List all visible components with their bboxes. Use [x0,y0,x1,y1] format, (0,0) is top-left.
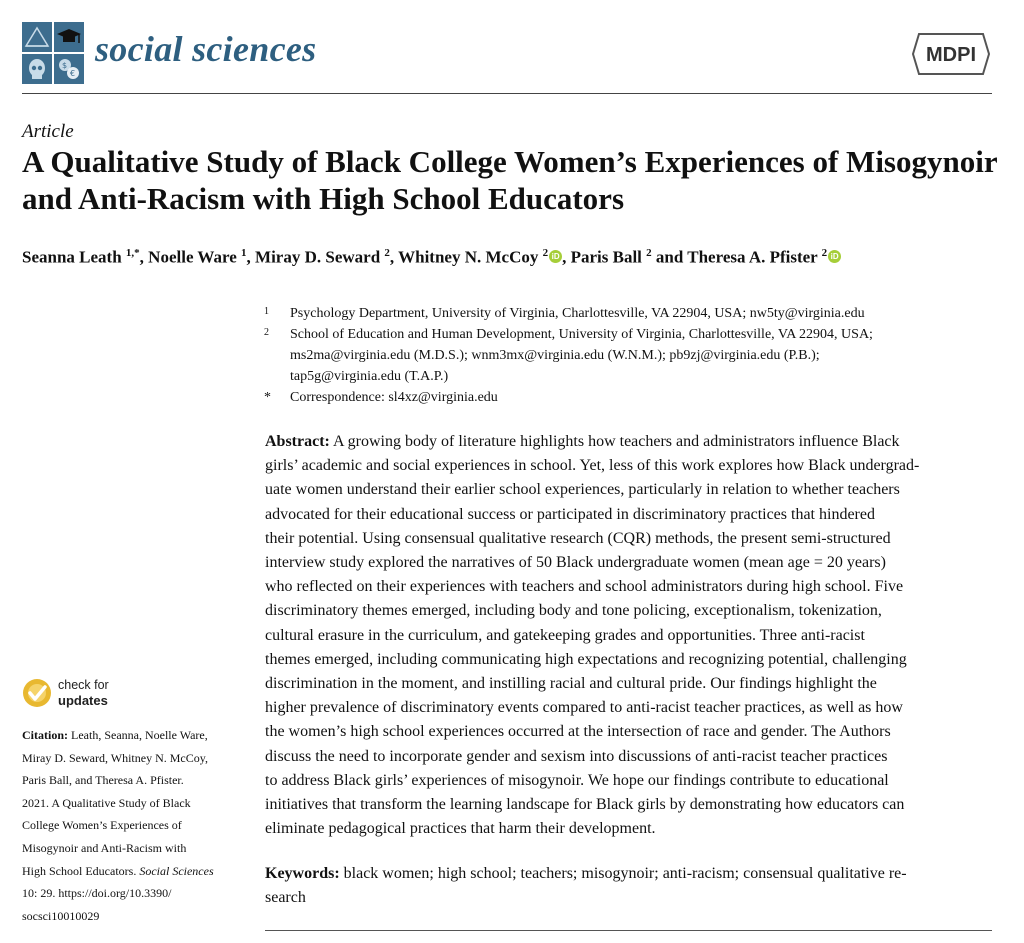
author-separator: , [139,247,149,267]
keywords-text-cont: search [265,889,306,906]
abstract-line: uate women understand their earlier school experiences, particularly in relation to whether teachers [265,481,900,499]
citation-line: High School Educators. [22,863,140,878]
abstract-label: Abstract: [265,433,330,450]
affiliations [262,303,992,408]
citation-line: Leath, Seanna, Noelle Ware, [68,728,208,742]
abstract-line: discuss the need to incorporate gender and sexism into discussions of anti-racist teacher practices [265,747,888,765]
citation-body [22,728,208,878]
abstract-line: interview study explored the narratives of 50 Black undergraduate women (mean age = 20 years) [265,554,886,572]
article-type: Article [22,121,74,142]
check-updates-line2: updates [58,693,108,708]
author-separator: , [389,247,399,267]
author-separator: and [651,247,688,267]
citation [22,724,247,927]
affiliation-text: Psychology Department, University of Virginia, Charlottesville, VA 22904, USA; nw5ty@virginia.edu [290,306,865,321]
author-affiliation-mark: 2 [384,247,390,259]
abstract-line: girls’ academic and social experiences in school. Yet, less of this work explores how Black undergrad- [265,457,920,475]
author-affiliation-mark: 2 [542,247,549,259]
check-updates-line1: check for [58,678,109,692]
author-name[interactable]: Paris Ball [570,247,647,267]
abstract-line: advocated for their educational success or participated in discriminatory practices that hindered [265,505,875,523]
affiliation-text: School of Education and Human Development, University of Virginia, Charlottesville, VA 22904, USA; [290,327,873,342]
correspondence-text: Correspondence: sl4xz@virginia.edu [290,390,498,405]
author-name[interactable]: Theresa A. Pfister [687,247,822,267]
abstract-line: the women’s high school experiences occurred at the intersection of race and gender. The Authors [265,723,891,741]
abstract [265,430,995,841]
abstract-line: discriminatory themes emerged, including body and tone policing, exceptionalism, tokenization, [265,602,882,620]
check-for-updates-button[interactable] [22,676,162,712]
author-separator: , [246,247,256,267]
author-name[interactable]: Miray D. Seward [255,247,385,267]
orcid-icon[interactable]: iD [828,250,841,263]
header-divider [22,93,992,94]
author-affiliation-mark: 1 [241,247,247,259]
graduation-cap-icon [54,22,84,52]
citation-volume-doi[interactable]: 10: 29. https://doi.org/10.3390/ [22,886,172,901]
abstract-line: eliminate pedagogical practices that harm their development. [265,820,656,838]
author-affiliation-mark: 1,* [125,247,140,259]
keywords-text: black women; high school; teachers; misogynoir; anti-racism; consensual qualitative re- [339,865,907,882]
citation-label: Citation: [22,728,68,742]
affiliation-mark: 1 [264,306,269,317]
citation-line: College Women’s Experiences of [22,818,182,833]
svg-text:€: € [70,69,76,78]
keywords [265,862,995,910]
affiliation-1 [262,303,992,324]
abstract-line: discrimination in the moment, and instilling racial and cultural pride. Our findings highlight the [265,675,877,693]
abstract-line: to address Black girls’ experiences of misogynoir. We hope our findings contribute to educational [265,771,889,789]
citation-line: Misogynoir and Anti-Racism with [22,840,187,855]
journal-name: social sciences [95,29,317,69]
affiliation-emails: tap5g@virginia.edu (T.A.P.) [290,369,449,384]
bottom-divider [265,930,992,931]
author-list [22,247,1012,268]
citation-journal: Social Sciences [139,863,214,878]
author-affiliation-mark: 2 [646,247,652,259]
currency-icon [54,54,84,84]
keywords-label: Keywords: [265,865,340,882]
article-title: A Qualitative Study of Black College Women’s Experiences of Misogynoir and Anti-Racism with High School Educators [22,144,998,216]
journal-logo [22,22,84,84]
publisher-name: MDPI [926,44,976,66]
author-name[interactable]: Whitney N. McCoy [398,247,543,267]
correspondence-mark: * [264,390,271,405]
checkmark-icon [22,678,52,708]
affiliation-mark: 2 [264,327,269,338]
author-name[interactable]: Seanna Leath [22,247,126,267]
correspondence [262,387,992,408]
abstract-line: cultural erasure in the curriculum, and gatekeeping grades and opportunities. Three anti-racist [265,626,865,644]
orcid-icon[interactable]: iD [549,250,562,263]
abstract-line: who reflected on their experiences with teachers and school administrators during high school. Five [265,578,904,596]
citation-line: 2021. A Qualitative Study of Black [22,795,191,810]
author-name[interactable]: Noelle Ware [148,247,242,267]
affiliation-2 [262,324,992,387]
author-separator: , [562,247,571,267]
publisher-logo [911,30,991,78]
abstract-line: A growing body of literature highlights how teachers and administrators influence Black [329,433,900,450]
abstract-line: their potential. Using consensual qualitative research (CQR) methods, the present semi-structured [265,529,891,547]
abstract-line: higher prevalence of discriminatory events compared to anti-racist teacher practices, as well as how [265,699,903,717]
citation-line: Paris Ball, and Theresa A. Pfister. [22,773,184,788]
citation-line: Miray D. Seward, Whitney N. McCoy, [22,750,208,765]
abstract-body [265,433,919,837]
affiliation-emails: ms2ma@virginia.edu (M.D.S.); wnm3mx@virginia.edu (W.N.M.); pb9zj@virginia.edu (P.B.); [290,348,820,363]
abstract-line: initiatives that transform the learning landscape for Black girls by demonstrating how educators can [265,796,905,814]
pyramid-icon [22,22,52,52]
author-affiliation-mark: 2 [821,247,828,259]
citation-doi-cont[interactable]: socsci10010029 [22,908,100,923]
skull-icon [22,54,52,84]
abstract-line: themes emerged, including communicating high expectations and recognizing potential, challenging [265,650,907,668]
svg-text:$: $ [62,61,68,70]
